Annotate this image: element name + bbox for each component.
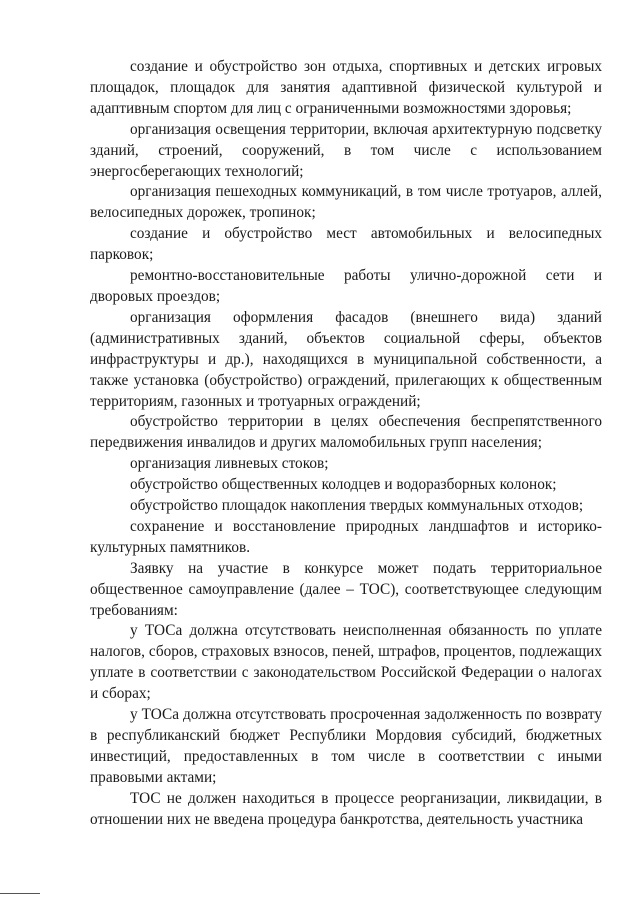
paragraph-tax-requirement: у ТОСа должна отсутствовать неисполненная обязанность по уплате налогов, сборов, страховых взносов, пеней, штрафов, процентов, подлежащих уплате в соответствии с законодательством Российской Федерации о налогах и сборах; (90, 622, 602, 703)
paragraph-debt-requirement: у ТОСа должна отсутствовать просроченная задолженность по возврату в республиканский бюджет Республики Мордовия субсидий, бюджетных инвестиций, предоставленных в том числе в соответствии с иными правовыми актами; (90, 706, 602, 786)
paragraph-application: Заявку на участие в конкурсе может подать территориальное общественное самоуправление (далее – ТОС), соответствующее следующим требованиям: (90, 559, 602, 619)
paragraph-lighting: организация освещения территории, включая архитектурную подсветку зданий, строений, сооружений, в том числе с использованием энергосберегающих технологий; (90, 120, 602, 180)
paragraph-recreation-zones: создание и обустройство зон отдыха, спортивных и детских игровых площадок, площадок для занятия адаптивной физической культурой и адаптивным спортом для лиц с ограниченными возможностями здоровья; (90, 58, 602, 117)
paragraph-facades: организация оформления фасадов (внешнего вида) зданий (административных зданий, объектов социальной сферы, объектов инфраструктуры и др.), находящихся в муниципальной собственности, а также установка (обустройство) ограждений, прилегающих к общественным территориям, газонных и тротуарных ограждений; (90, 308, 602, 410)
paragraph-parking: создание и обустройство мест автомобильных и велосипедных парковок; (90, 225, 602, 264)
paragraph-reorganization: ТОС не должен находиться в процессе реорганизации, ликвидации, в отношении них не введена процедура банкротства, деятельность участника (90, 789, 602, 828)
paragraph-accessibility: обустройство территории в целях обеспечения беспрепятственного передвижения инвалидов и других маломобильных групп населения; (90, 413, 602, 452)
paragraph-road-repair: ремонтно-восстановительные работы улично-дорожной сети и дворовых проездов; (90, 267, 602, 305)
footer-divider (0, 893, 40, 894)
paragraph-pedestrian: организация пешеходных коммуникаций, в том числе тротуаров, аллей, велосипедных дорожек, тропинок; (90, 183, 602, 222)
document-body (90, 57, 602, 831)
paragraph-wells: обустройство общественных колодцев и водоразборных колонок; (130, 476, 557, 494)
paragraph-landscapes: сохранение и восстановление природных ландшафтов и историко-культурных памятников. (90, 517, 602, 556)
paragraph-waste-sites: обустройство площадок накопления твердых коммунальных отходов; (130, 497, 584, 515)
paragraph-storm-drains: организация ливневых стоков; (130, 455, 329, 473)
